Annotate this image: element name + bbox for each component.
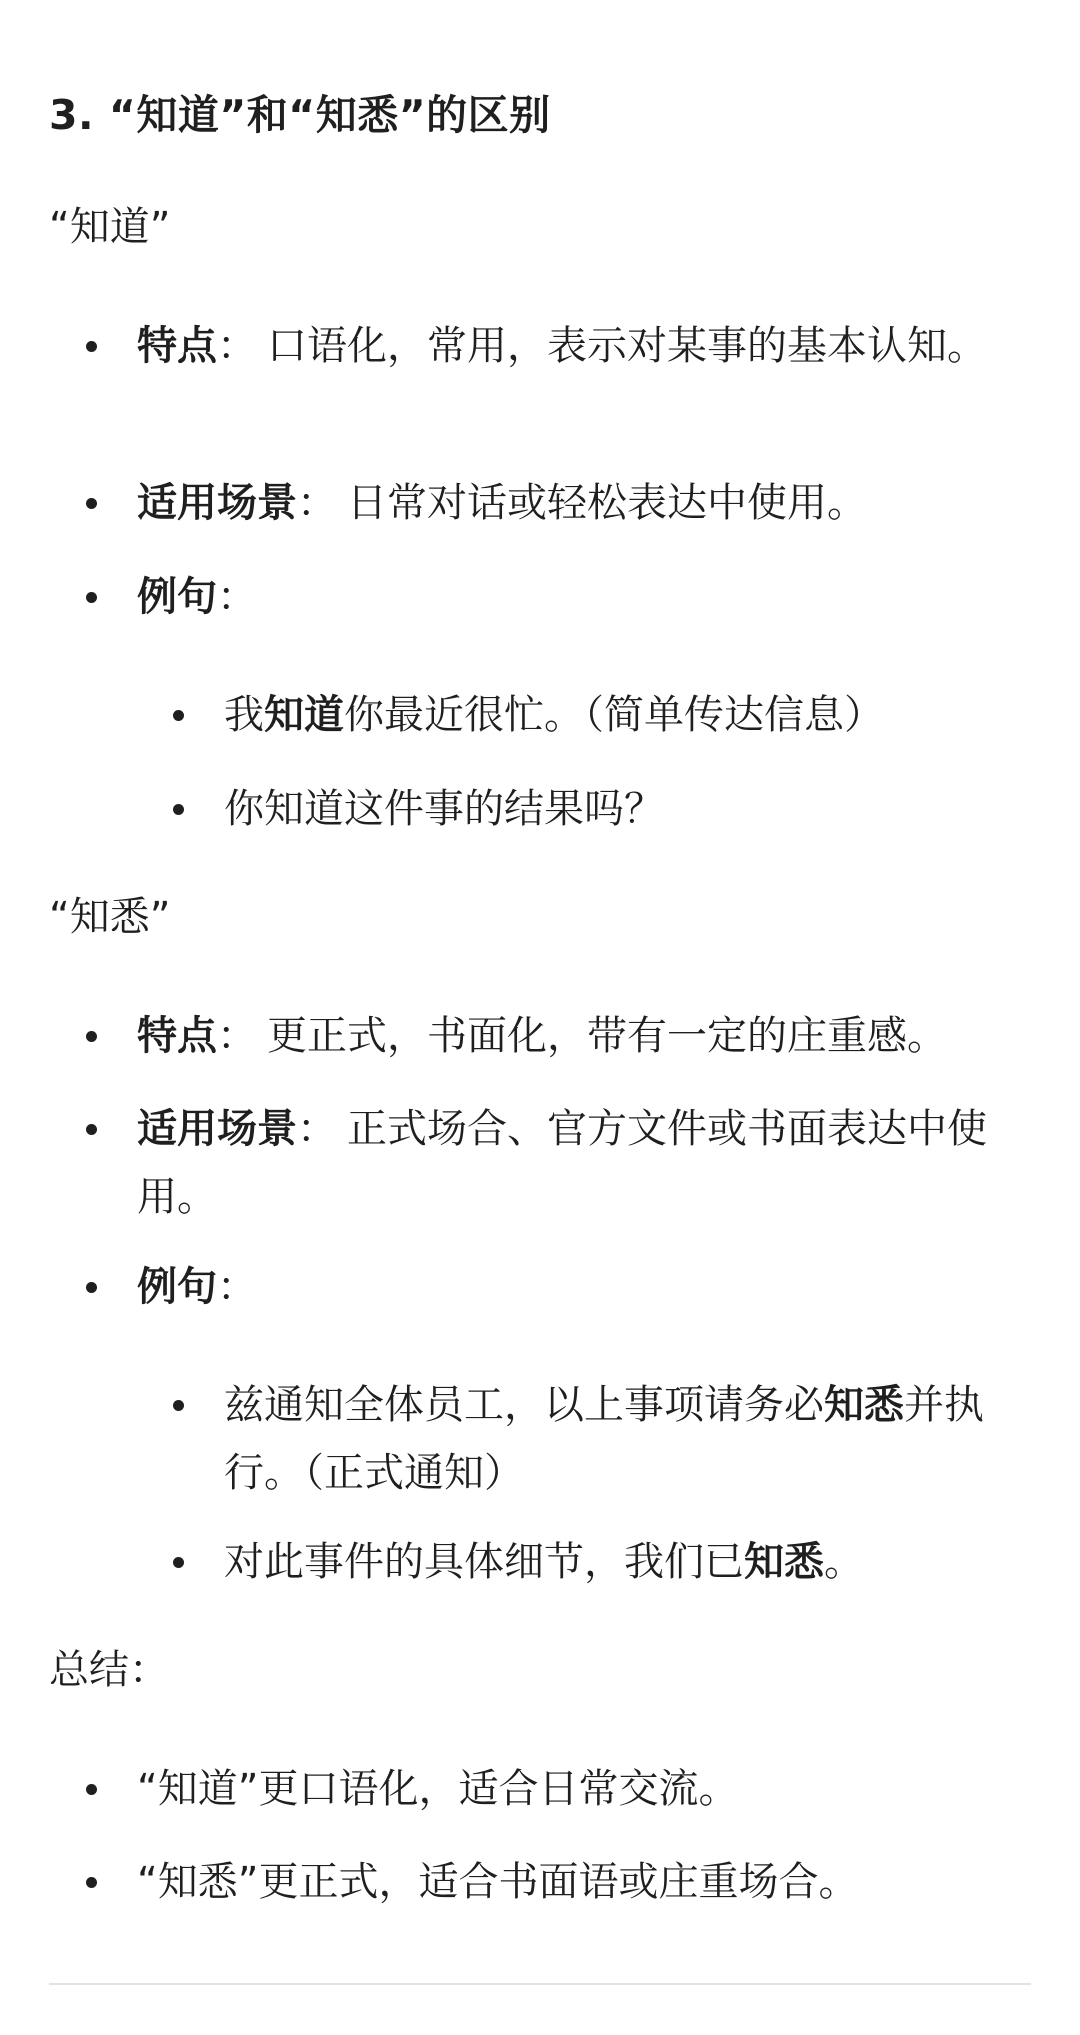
feature-text: 更正式，书面化，带有一定的庄重感。 xyxy=(267,1013,947,1059)
example-item: 你知道这件事的结果吗？ xyxy=(224,775,1030,843)
example-label: 例句 xyxy=(137,1264,217,1310)
scene-label: 适用场景 xyxy=(137,480,297,526)
divider xyxy=(49,1983,1031,1985)
list-item-zhidao-feature: 特点： 口语化，常用，表示对某事的基本认知。 xyxy=(137,312,1030,380)
example-item: 我知道你最近很忙。（简单传达信息） xyxy=(224,681,1030,749)
feature-label: 特点 xyxy=(137,1013,217,1059)
term-zhidao: “知道” xyxy=(49,204,171,250)
summary-item: “知悉”更正式，适合书面语或庄重场合。 xyxy=(137,1848,1030,1916)
summary-item: “知道”更口语化，适合日常交流。 xyxy=(137,1755,1030,1823)
feature-text: 口语化，常用，表示对某事的基本认知。 xyxy=(267,323,987,369)
scene-label: 适用场景 xyxy=(137,1106,297,1152)
list-item-zhidao-scene: 适用场景： 日常对话或轻松表达中使用。 xyxy=(137,469,1030,537)
list-item-zhidao-examples: 例句： xyxy=(137,563,1030,631)
term-zhixi: “知悉” xyxy=(49,894,171,940)
list-item-zhixi-scene: 适用场景： 正式场合、官方文件或书面表达中使用。 xyxy=(137,1095,1030,1231)
summary-label: 总结： xyxy=(49,1647,169,1693)
example-label: 例句 xyxy=(137,574,217,620)
example-item: 对此事件的具体细节，我们已知悉。 xyxy=(224,1528,1030,1596)
section-heading: 3. “知道”和“知悉”的区别 xyxy=(49,91,551,139)
example-item: 兹通知全体员工，以上事项请务必知悉并执行。（正式通知） xyxy=(224,1371,1030,1507)
feature-label: 特点 xyxy=(137,323,217,369)
scene-text: 日常对话或轻松表达中使用。 xyxy=(347,480,867,526)
list-item-zhixi-examples: 例句： xyxy=(137,1253,1030,1321)
scene-text: 正式场合、官方文件或书面表达中使用。 xyxy=(137,1106,987,1220)
list-item-zhixi-feature: 特点： 更正式，书面化，带有一定的庄重感。 xyxy=(137,1002,1030,1070)
